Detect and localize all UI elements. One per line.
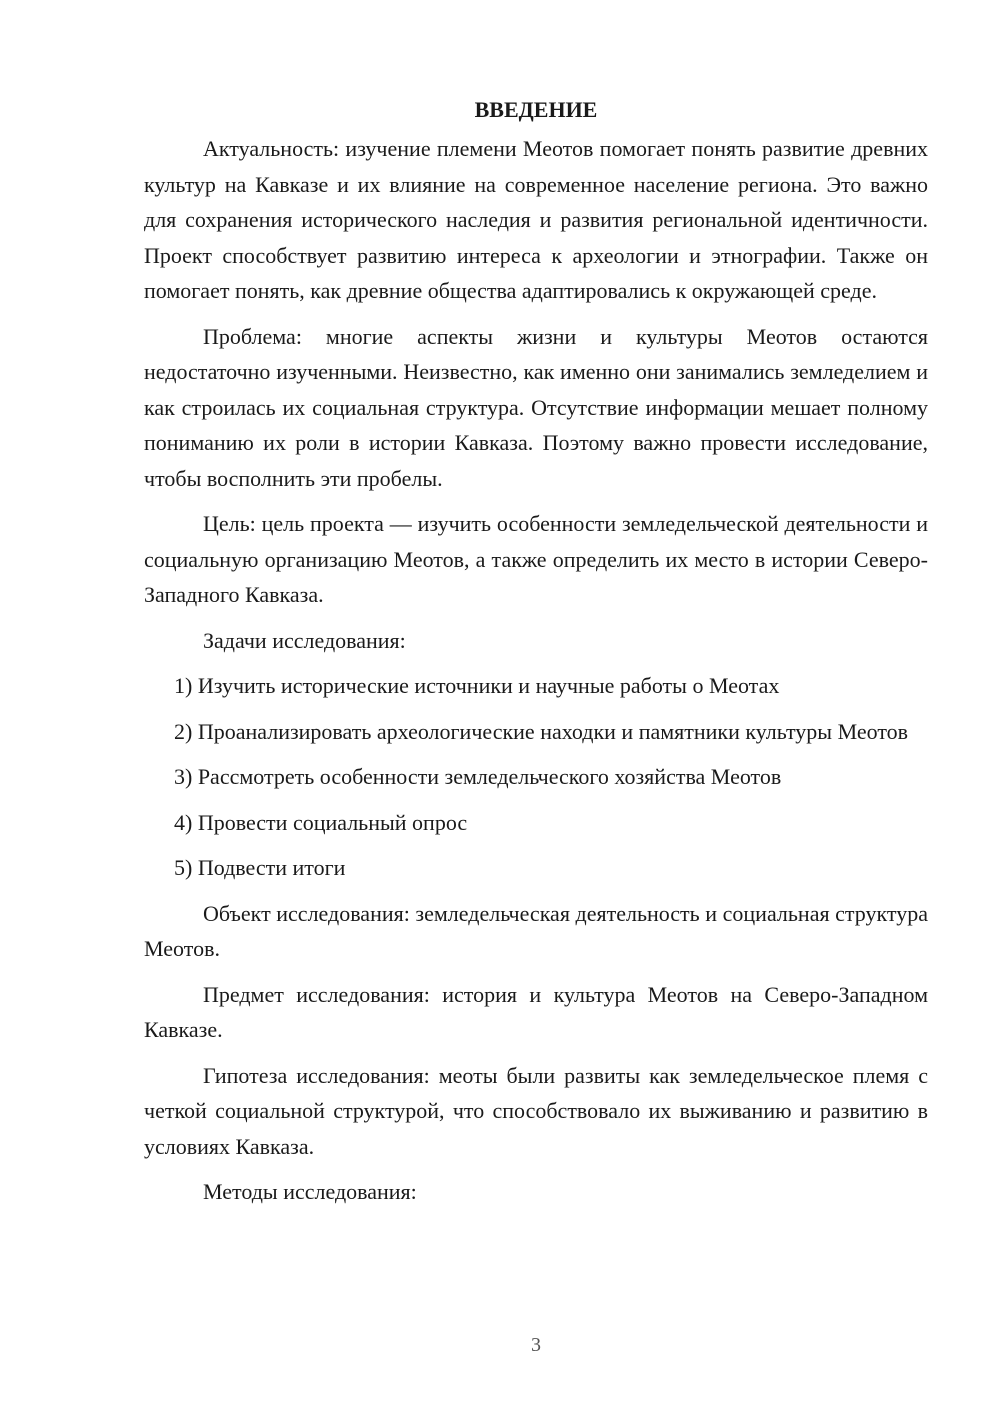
paragraph-tasks-heading: Задачи исследования:: [203, 627, 406, 653]
paragraph-object: Объект исследования: земледельческая деятельность и социальная структура Меотов.: [144, 900, 928, 961]
paragraph-subject: Предмет исследования: история и культура Меотов на Северо-Западном Кавказе.: [144, 981, 928, 1042]
paragraph-methods: Методы исследования:: [203, 1179, 417, 1204]
list-item-task-1: 1) Изучить исторические источники и научные работы о Меотах: [174, 673, 780, 698]
section-title: ВВЕДЕНИЕ: [474, 97, 598, 122]
paragraph-goal: Цель: цель проекта — изучить особенности земледельческой деятельности и социальную организацию Меотов, а также определить их место в истории Северо-Западного Кавказа.: [144, 511, 928, 607]
document-page: [144, 92, 928, 1210]
paragraph-relevance: Актуальность: изучение племени Меотов помогает понять развитие древних культур на Кавказе и их влияние на современное население региона. Это важно для сохранения исторического наследия и развития региональной идентичности. Проект способствует развитию интереса к археологии и этнографии. Также он помогает понять, как древние общества адаптировались к окружающей среде.: [144, 136, 928, 303]
paragraph-hypothesis: Гипотеза исследования: меоты были развиты как земледельческое племя с четкой социальной структурой, что способствовало их выживанию и развитию в условиях Кавказа.: [144, 1062, 928, 1159]
list-item-task-2: 2) Проанализировать археологические находки и памятники культуры Меотов: [174, 718, 909, 744]
list-item-task-4: 4) Провести социальный опрос: [174, 809, 468, 835]
paragraph-problem: Проблема: многие аспекты жизни и культуры Меотов остаются недостаточно изученными. Неизвестно, как именно они занимались земледелием и как строилась их социальная структура. Отсутствие информации мешает полному пониманию их роли в истории Кавказа. Поэтому важно провести исследование, чтобы восполнить эти пробелы.: [144, 323, 928, 491]
list-item-task-3: 3) Рассмотреть особенности земледельческого хозяйства Меотов: [174, 764, 782, 789]
list-item-task-5: 5) Подвести итоги: [174, 855, 346, 880]
page-number: 3: [531, 1334, 541, 1356]
